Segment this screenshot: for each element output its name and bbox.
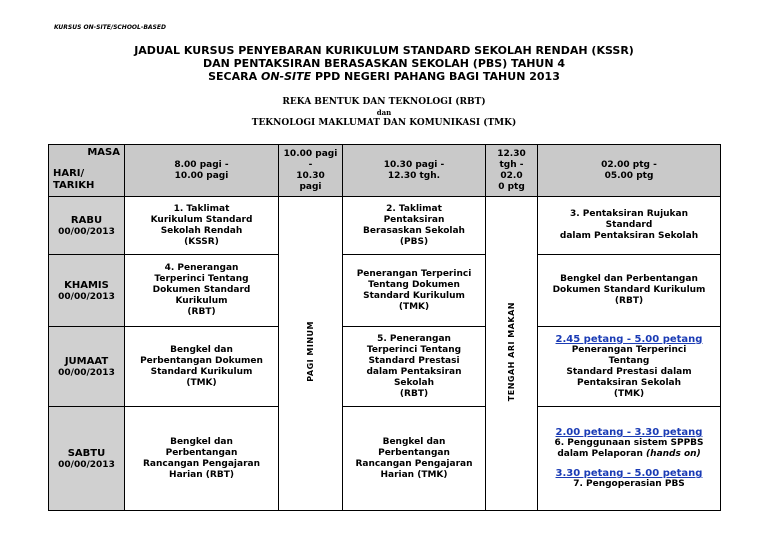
time-link[interactable]: 2.45 petang - 5.00 petang <box>555 333 703 345</box>
break-pagi-cell <box>279 197 343 511</box>
masa-hari-header: MASA HARI/ TARIKH <box>49 145 125 197</box>
slot-1-header: 8.00 pagi - 10.00 pagi <box>125 145 279 197</box>
break-pagi-label: PAGI MINUM <box>306 321 315 382</box>
page-title <box>0 44 768 83</box>
session-cell: Bengkel dan Perbentangan Rancangan Pengajaran Harian (TMK) <box>343 407 486 511</box>
corner-label: KURSUS ON-SITE/SCHOOL-BASED <box>54 24 166 31</box>
day-cell: KHAMIS 00/00/2013 <box>49 255 125 327</box>
session-cell: 4. Penerangan Terperinci Tentang Dokumen Standard Kurikulum (RBT) <box>125 255 279 327</box>
header-row <box>49 145 721 197</box>
table-row <box>49 327 721 407</box>
subtitle-line-3: TEKNOLOGI MAKLUMAT DAN KOMUNIKASI (TMK) <box>251 118 517 128</box>
time-link[interactable]: 3.30 petang - 5.00 petang <box>555 468 703 479</box>
slot-3-header: 02.00 ptg - 05.00 ptg <box>538 145 721 197</box>
session-cell: 3. Pentaksiran Rujukan Standard dalam Pentaksiran Sekolah <box>538 197 721 255</box>
time-link[interactable]: 2.00 petang - 3.30 petang <box>555 427 703 438</box>
session-cell: 2.00 petang - 3.30 petang 6. Penggunaan sistem SPPBS dalam Pelaporan (hands on) 3.30 petang - 5.00 petang 7. Pengoperasian PBS <box>538 407 721 511</box>
title-line-1: JADUAL KURSUS PENYEBARAN KURIKULUM STANDARD SEKOLAH RENDAH (KSSR) <box>134 44 634 57</box>
subtitle <box>0 96 768 129</box>
session-cell: 5. Penerangan Terperinci Tentang Standard Prestasi dalam Pentaksiran Sekolah (RBT) <box>343 327 486 407</box>
session-cell: 2.45 petang - 5.00 petang Penerangan Terperinci Tentang Standard Prestasi dalam Pentaksiran Sekolah (TMK) <box>538 327 721 407</box>
day-cell: RABU 00/00/2013 <box>49 197 125 255</box>
slot-2-header: 10.30 pagi - 12.30 tgh. <box>343 145 486 197</box>
day-cell: JUMAAT 00/00/2013 <box>49 327 125 407</box>
session-cell: Bengkel dan Perbentangan Dokumen Standard Kurikulum (TMK) <box>125 327 279 407</box>
table-row <box>49 407 721 511</box>
title-line-3: SECARA ON-SITE PPD NEGERI PAHANG BAGI TAHUN 2013 <box>208 70 560 83</box>
session-cell: 2. Taklimat Pentaksiran Berasaskan Sekolah (PBS) <box>343 197 486 255</box>
schedule-table <box>48 144 721 511</box>
table-row <box>49 255 721 327</box>
subtitle-line-1: REKA BENTUK DAN TEKNOLOGI (RBT) <box>282 97 486 107</box>
table-row <box>49 197 721 255</box>
break-2-header: 12.30 tgh - 02.0 0 ptg <box>486 145 538 197</box>
break-tengah-cell <box>486 197 538 511</box>
break-tengah-label: TENGAH ARI MAKAN <box>507 301 516 402</box>
break-1-header: 10.00 pagi - 10.30 pagi <box>279 145 343 197</box>
day-cell: SABTU 00/00/2013 <box>49 407 125 511</box>
session-cell: 1. Taklimat Kurikulum Standard Sekolah Rendah (KSSR) <box>125 197 279 255</box>
title-line-2: DAN PENTAKSIRAN BERASASKAN SEKOLAH (PBS) TAHUN 4 <box>202 57 566 70</box>
session-cell: Bengkel dan Perbentangan Rancangan Pengajaran Harian (RBT) <box>125 407 279 511</box>
session-cell: Bengkel dan Perbentangan Dokumen Standard Kurikulum (RBT) <box>538 255 721 327</box>
subtitle-line-2: dan <box>376 108 392 117</box>
session-cell: Penerangan Terperinci Tentang Dokumen Standard Kurikulum (TMK) <box>343 255 486 327</box>
